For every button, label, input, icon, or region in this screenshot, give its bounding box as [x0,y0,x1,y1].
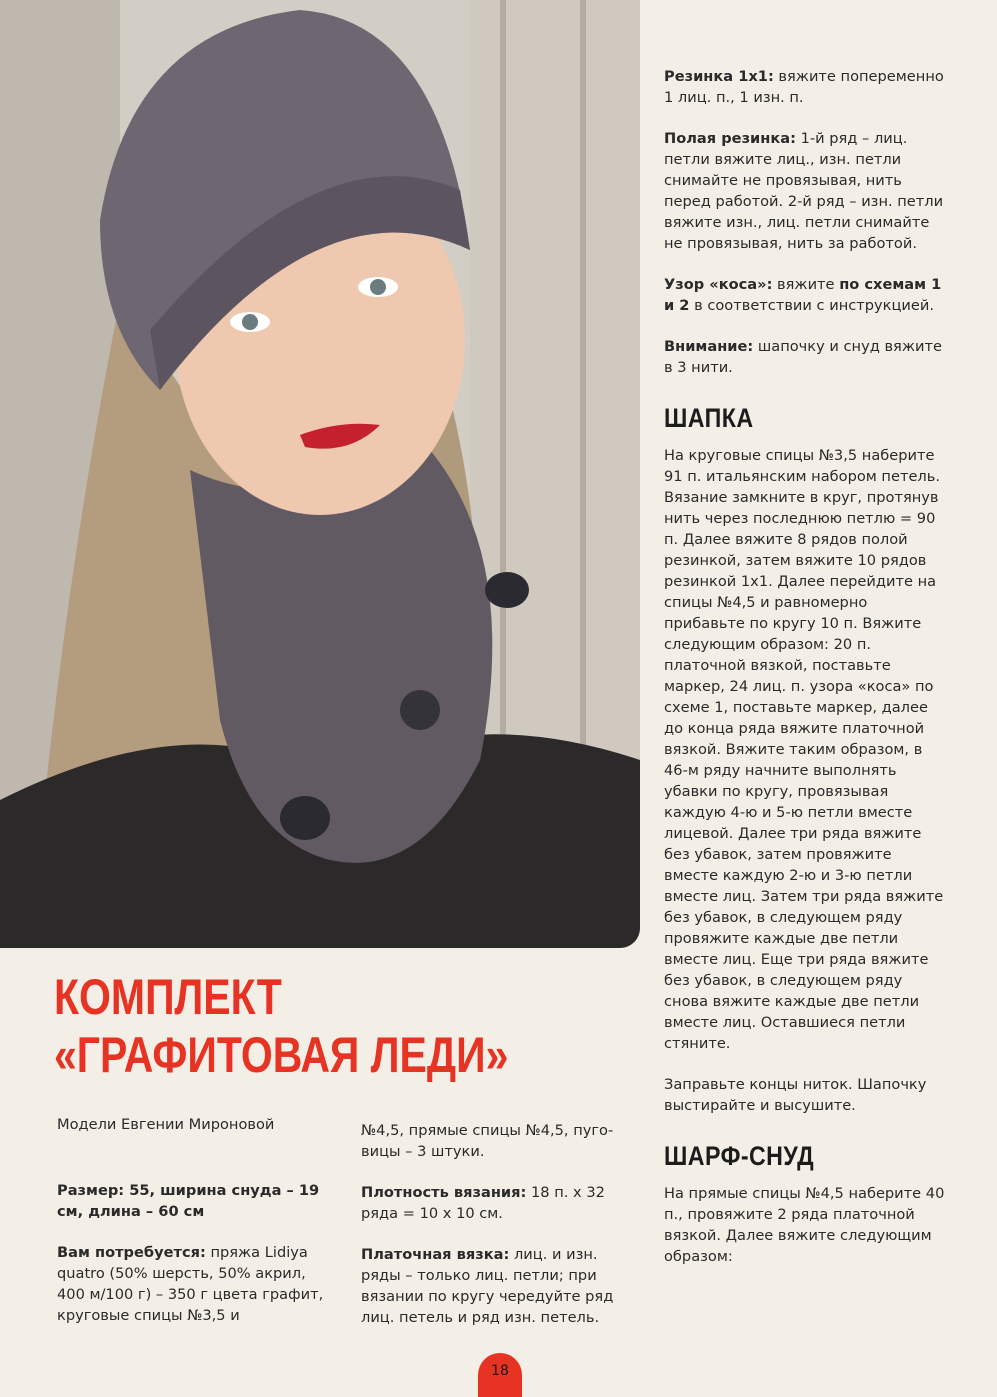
hollow-text: 1-й ряд – лиц. петли вяжите лиц., изн. петли снимайте не провязывая, нить перед работой. 2-й ряд – изн. петли вяжите изн., лиц. петли снимайте не провязывая, нить за работой. [664,130,944,252]
need-text: пряжа Lidiya quatro (50% шерсть, 50% акрил, 400 м/100 г) – 350 г цвета графит, круговые спицы №3,5 и [57,1244,324,1324]
page-number: 18 [478,1353,522,1397]
hat-title: ШАПКА [664,403,754,433]
hollow-label: Полая резинка: [664,130,796,147]
garter-text: лиц. и изн. ряды – только лиц. петли; при вязании по кругу чередуйте ряд лиц. петель и ряд изн. петель. [361,1246,614,1326]
photo-illustration [0,0,640,948]
garter-label: Платочная вязка: [361,1246,510,1263]
need-paragraph [57,1242,327,1326]
cable-bold: по схемам 1 и 2 [664,276,942,314]
attention-paragraph [664,336,949,378]
garter-paragraph [361,1244,641,1328]
snood-title: ШАРФ-СНУД [664,1141,815,1171]
rib-label: Резинка 1х1: [664,68,774,85]
middle-column [361,1120,641,1348]
cable-end: в соответствии с инструкцией. [689,297,934,314]
author-credit: Модели Евгении Мироновой [57,1116,275,1133]
title-line-2: «ГРАФИТОВАЯ ЛЕДИ» [54,1027,509,1083]
title-line-1: КОМПЛЕКТ [54,969,282,1025]
cable-paragraph [664,274,949,316]
rib-paragraph [664,66,949,108]
need-label: Вам потребуется: [57,1244,206,1261]
density-paragraph [361,1182,641,1224]
rib-text: вяжите попеременно 1 лиц. п., 1 изн. п. [664,68,944,106]
page-title [54,968,508,1084]
cont-text: №4,5, прямые спицы №4,5, пуговицы – 3 штуки. [361,1122,614,1160]
right-column [664,66,949,1287]
cable-label: Узор «коса»: [664,276,773,293]
attention-text: шапочку и снуд вяжите в 3 нити. [664,338,942,376]
attention-label: Внимание: [664,338,754,355]
cable-mid: вяжите [772,276,840,293]
size-paragraph [57,1180,327,1222]
size-text: Размер: 55, ширина снуда – 19 см, длина – 60 см [57,1182,320,1220]
photo [0,0,640,948]
density-text: 18 п. х 32 ряда = 10 х 10 см. [361,1184,605,1222]
hollow-paragraph [664,128,949,254]
finish-text: Заправьте концы ниток. Шапочку выстирайте и высушите. [664,1076,927,1114]
hat-text: На круговые спицы №3,5 наберите 91 п. итальянским набором петель. Вязание замкните в круг, протянув нить через последнюю петлю = 90 п. Далее вяжите 8 рядов полой резинкой, затем вяжите 10 рядов резинкой 1х1. Далее перейдите на спицы №4,5 и равномерно прибавьте по кругу 10 п. Вяжите следующим образом: 20 п. платочной вязкой, поставьте маркер, 24 лиц. п. узора «коса» по схеме 1, поставьте маркер, далее до конца ряда вяжите платочной вязкой. Вяжите таким образом, в 46-м ряду начните выполнять убавки по кругу, провязывая каждую 4-ю и 5-ю петли вместе лицевой. Далее три ряда вяжите без убавок, затем провяжите вместе каждую 2-ю и 3-ю петли вместе лиц. Затем три ряда вяжите без убавок, в следующем ряду провяжите каждые две петли вместе лиц. Еще три ряда вяжите без убавок, в следующем ряду снова вяжите каждые две петли вместе лиц. Оставшиеся петли стяните. [664,447,944,1052]
density-label: Плотность вязания: [361,1184,527,1201]
left-column [57,1180,327,1346]
snood-text: На прямые спицы №4,5 наберите 40 п., провяжите 2 ряда платочной вязкой. Далее вяжите следующим образом: [664,1185,945,1265]
